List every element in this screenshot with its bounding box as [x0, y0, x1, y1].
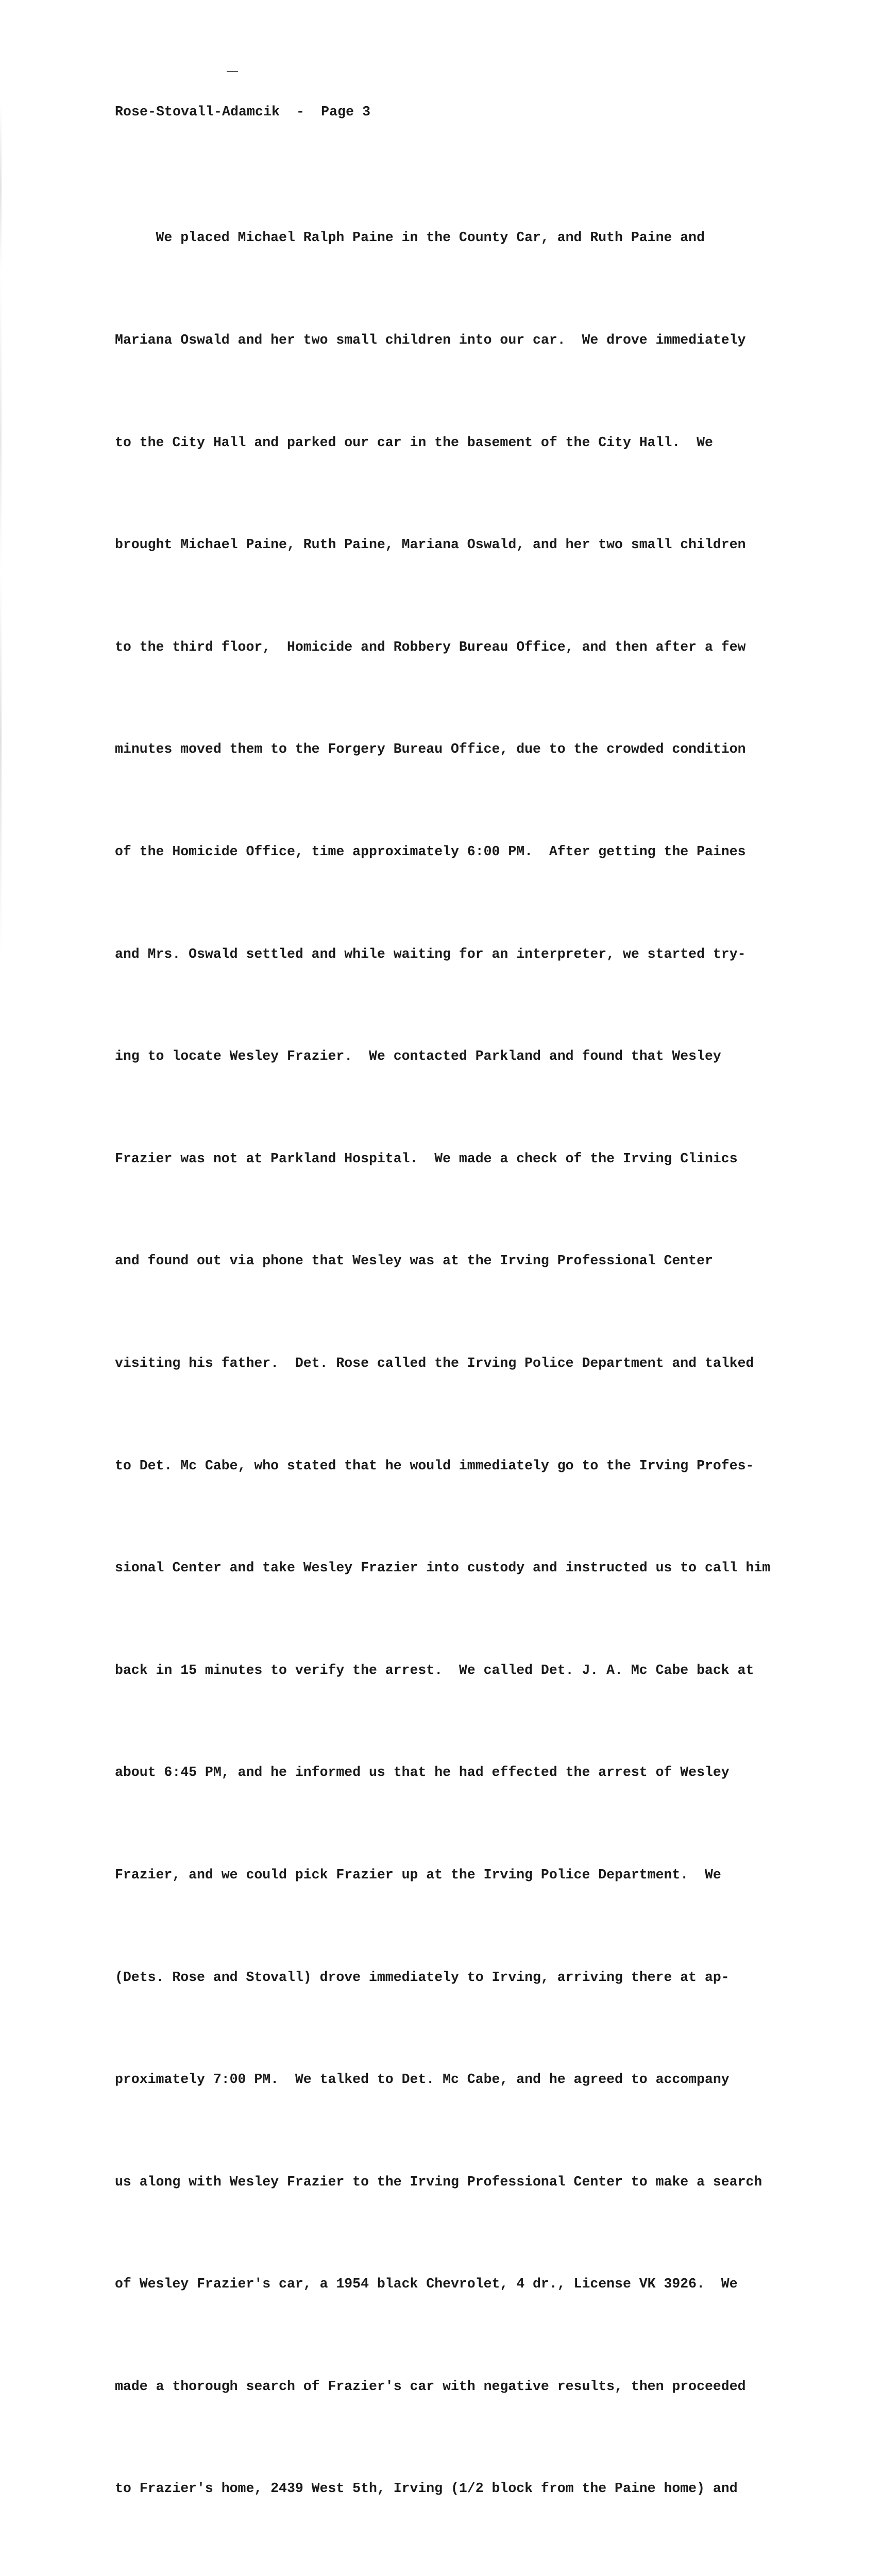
text-line: and found out via phone that Wesley was at the Irving Professional Center [115, 1253, 713, 1269]
text-line: ing to locate Wesley Frazier. We contacted Parkland and found that Wesley [115, 1048, 721, 1064]
text-line: proximately 7:00 PM. We talked to Det. Mc Cabe, and he agreed to accompany [115, 2072, 730, 2088]
text-line: We placed Michael Ralph Paine in the County Car, and Ruth Paine and [115, 230, 705, 246]
text-line: to the City Hall and parked our car in the basement of the City Hall. We [115, 434, 713, 450]
text-line: us along with Wesley Frazier to the Irving Professional Center to make a search [115, 2174, 762, 2190]
text-line: sional Center and take Wesley Frazier into custody and instructed us to call him [115, 1560, 771, 1576]
text-line: of Wesley Frazier's car, a 1954 black Chevrolet, 4 dr., License VK 3926. We [115, 2276, 738, 2292]
typewritten-body [115, 152, 805, 2576]
text-line: visiting his father. Det. Rose called the Irving Police Department and talked [115, 1355, 754, 1371]
text-line: Frazier, and we could pick Frazier up at the Irving Police Department. We [115, 1867, 721, 1883]
text-line: minutes moved them to the Forgery Bureau Office, due to the crowded condition [115, 741, 746, 757]
text-line: made a thorough search of Frazier's car with negative results, then proceeded [115, 2378, 746, 2394]
text-line: Frazier was not at Parkland Hospital. We made a check of the Irving Clinics [115, 1150, 738, 1166]
text-line: about 6:45 PM, and he informed us that he had effected the arrest of Wesley [115, 1765, 730, 1781]
text-line: to the third floor, Homicide and Robbery Bureau Office, and then after a few [115, 639, 746, 655]
text-line: and Mrs. Oswald settled and while waiting for an interpreter, we started try- [115, 946, 746, 962]
text-line [115, 2574, 805, 2576]
page-header: Rose-Stovall-Adamcik - Page 3 [115, 104, 371, 120]
text-line: back in 15 minutes to verify the arrest. We called Det. J. A. Mc Cabe back at [115, 1662, 754, 1678]
text-line: brought Michael Paine, Ruth Paine, Mariana Oswald, and her two small children [115, 537, 746, 553]
text-line: of the Homicide Office, time approximately 6:00 PM. After getting the Paines [115, 843, 746, 859]
stray-pen-mark [227, 71, 238, 72]
text-line: Mariana Oswald and her two small children into our car. We drove immediately [115, 332, 746, 348]
text-line: (Dets. Rose and Stovall) drove immediately to Irving, arriving there at ap- [115, 1969, 730, 1985]
text-line: to Det. Mc Cabe, who stated that he would immediately go to the Irving Profes- [115, 1458, 754, 1473]
text-line: to Frazier's home, 2439 West 5th, Irving (1/2 block from the Paine home) and [115, 2481, 738, 2497]
scan-edge [0, 103, 2, 953]
